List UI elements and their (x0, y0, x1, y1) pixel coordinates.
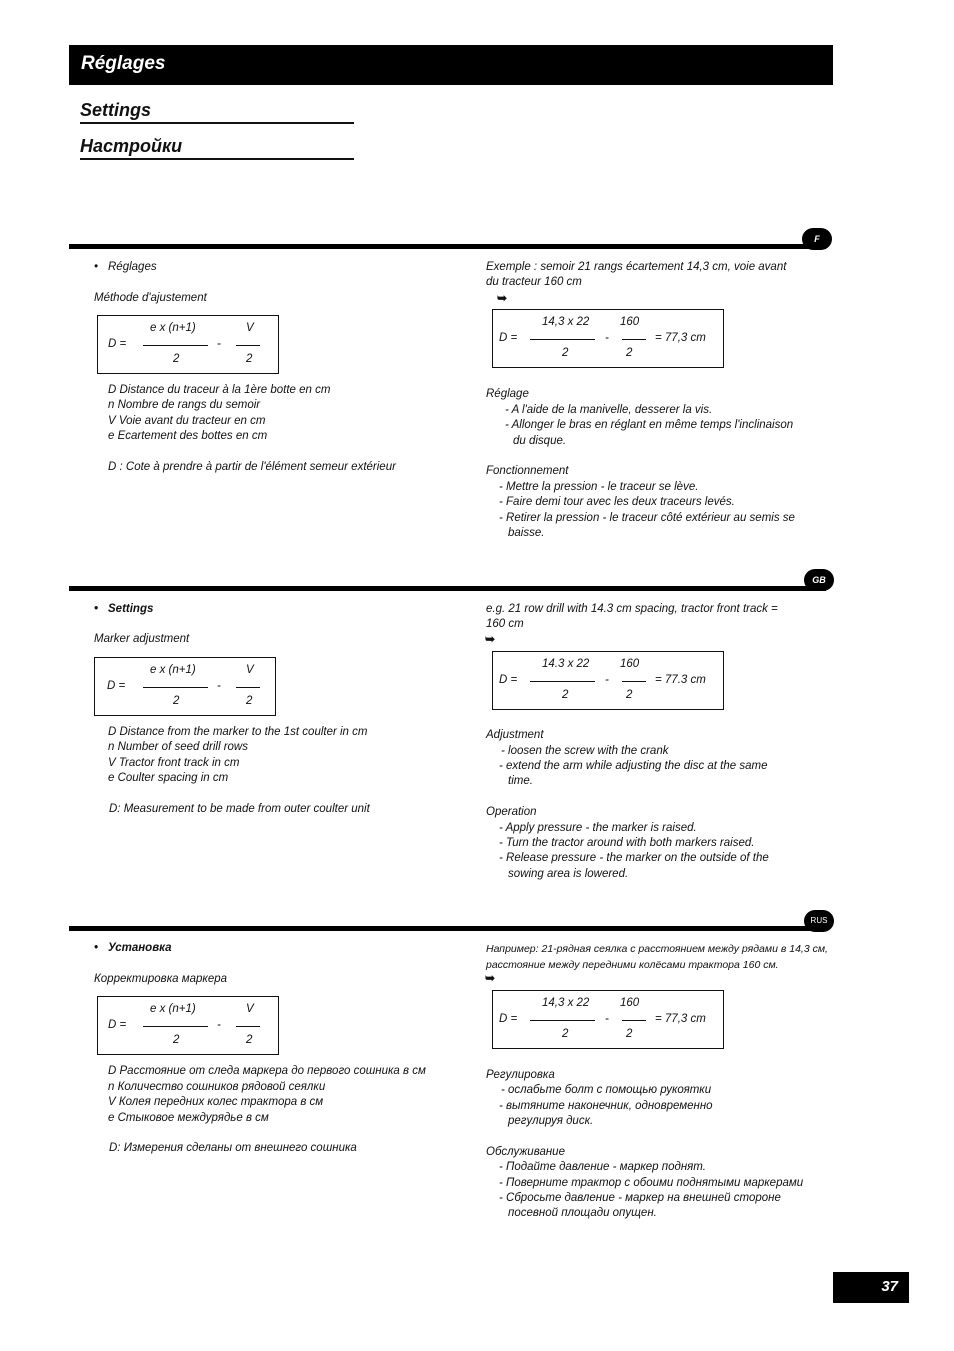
operation-step: - Faire demi tour avec les deux traceurs levés. (499, 496, 735, 508)
arrow-icon: ➥ (485, 971, 496, 985)
adjust-step: du disque. (513, 435, 567, 447)
language-tag-gb: GB (804, 569, 834, 591)
operation-step: baisse. (508, 527, 545, 539)
example-formula-box-fr: D = 14,3 x 22 2 - 160 2 = 77,3 cm (492, 309, 724, 368)
legend-item: n Number of seed drill rows (108, 741, 248, 753)
legend-item: D Distance from the marker to the 1st coulter in cm (108, 726, 368, 738)
subtitle-english: Settings (80, 100, 354, 124)
operation-step: - Release pressure - the marker on the outside of the (499, 852, 769, 864)
adjust-title-gb: Adjustment (486, 729, 544, 741)
formula-box-rus: D = e x (n+1) 2 - V 2 (97, 996, 279, 1055)
language-tag-fr: F (802, 228, 832, 250)
legend-item: D Расстояние от следа маркера до первого сошника в см (108, 1065, 426, 1077)
example-text-rus: расстояние между передними колёсами трактора 160 см. (486, 959, 779, 971)
operation-step: - Retirer la pression - le traceur côté extérieur au semis se (499, 512, 795, 524)
section-divider-fr (69, 244, 826, 249)
page-number-block (833, 1272, 909, 1303)
legend-item: n Nombre de rangs du semoir (108, 399, 261, 411)
section-bullet-fr: • Réglages (94, 261, 157, 273)
measurement-note-fr: D : Cote à prendre à partir de l'élément semeur extérieur (108, 461, 396, 473)
formula-box-gb: D = e x (n+1) 2 - V 2 (94, 657, 276, 716)
subtitle-russian: Настройки (80, 136, 354, 160)
example-text-rus: Например: 21-рядная сеялка с расстоянием между рядами в 14,3 см, (486, 943, 828, 955)
arrow-icon: ➥ (485, 632, 496, 646)
measurement-note-gb: D: Measurement to be made from outer coulter unit (109, 803, 370, 815)
formula-box-fr: D = e x (n+1) 2 - V 2 (97, 315, 279, 374)
legend-item: V Tractor front track in cm (108, 757, 240, 769)
adjust-step: time. (508, 775, 533, 787)
operation-step: sowing area is lowered. (508, 868, 629, 880)
legend-item: e Coulter spacing in cm (108, 772, 229, 784)
adjust-step: - A l'aide de la manivelle, desserer la vis. (505, 404, 713, 416)
example-text-fr: Exemple : semoir 21 rangs écartement 14,3 cm, voie avant (486, 261, 787, 273)
language-tag-rus: RUS (804, 910, 834, 932)
example-text-fr: du tracteur 160 cm (486, 276, 582, 288)
section-bullet-gb: • Settings (94, 603, 154, 615)
legend-item: e Ecartement des bottes en cm (108, 430, 268, 442)
legend-item: D Distance du traceur à la 1ère botte en cm (108, 384, 331, 396)
operation-title-fr: Fonctionnement (486, 465, 569, 477)
legend-item: e Стыковое междурядье в см (108, 1112, 269, 1124)
adjust-title-rus: Регулировка (486, 1069, 555, 1081)
method-label-gb: Marker adjustment (94, 633, 190, 645)
legend-item: V Voie avant du tracteur en cm (108, 415, 266, 427)
adjust-step: - extend the arm while adjusting the disc at the same (499, 760, 768, 772)
adjust-step: - Allonger le bras en réglant en même temps l'inclinaison (505, 419, 794, 431)
method-label-rus: Корректировка маркера (94, 973, 228, 985)
adjust-title-fr: Réglage (486, 388, 529, 400)
section-bullet-rus: • Установка (94, 942, 172, 954)
adjust-step: - вытяните наконечник, одновременно (499, 1100, 713, 1112)
operation-step: - Apply pressure - the marker is raised. (499, 822, 697, 834)
operation-step: - Turn the tractor around with both markers raised. (499, 837, 755, 849)
section-divider-rus (69, 926, 826, 931)
page-title: Réglages (81, 53, 166, 74)
operation-step: - Поверните трактор с обоими поднятыми маркерами (499, 1177, 804, 1189)
example-formula-box-gb: D = 14.3 x 22 2 - 160 2 = 77.3 cm (492, 651, 724, 710)
legend-item: n Количество сошников рядовой сеялки (108, 1081, 326, 1093)
operation-title-gb: Operation (486, 806, 537, 818)
operation-step: - Сбросьте давление - маркер на внешней стороне (499, 1192, 781, 1204)
measurement-note-rus: D: Измерения сделаны от внешнего сошника (109, 1142, 357, 1154)
header-bar (69, 45, 833, 85)
operation-step: - Mettre la pression - le traceur se lève. (499, 481, 699, 493)
example-text-gb: e.g. 21 row drill with 14.3 cm spacing, tractor front track = (486, 603, 778, 615)
arrow-icon: ➥ (497, 291, 508, 305)
example-text-gb: 160 cm (486, 618, 524, 630)
adjust-step: - ослабьте болт с помощью рукоятки (501, 1084, 712, 1096)
section-divider-gb (69, 586, 826, 591)
operation-title-rus: Обслуживание (486, 1146, 565, 1158)
operation-step: посевной площади опущен. (508, 1207, 657, 1219)
method-label-fr: Méthode d'ajustement (94, 292, 207, 304)
operation-step: - Подайте давление - маркер поднят. (499, 1161, 706, 1173)
legend-item: V Колея передних колес трактора в см (108, 1096, 324, 1108)
example-formula-box-rus: D = 14,3 x 22 2 - 160 2 = 77,3 cm (492, 990, 724, 1049)
page-number: 37 (881, 1278, 898, 1295)
adjust-step: регулируя диск. (508, 1115, 594, 1127)
adjust-step: - loosen the screw with the crank (501, 745, 669, 757)
